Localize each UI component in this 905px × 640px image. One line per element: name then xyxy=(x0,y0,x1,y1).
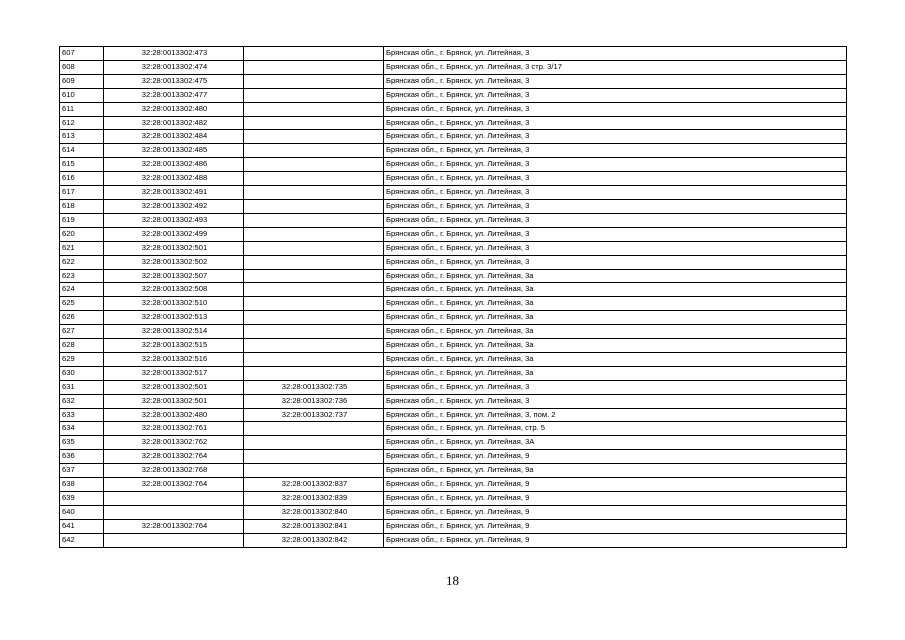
address-cell: Брянская обл., г. Брянск, ул. Литейная, 9 xyxy=(384,492,847,506)
table-row xyxy=(60,186,847,200)
address-cell: Брянская обл., г. Брянск, ул. Литейная, 3 xyxy=(384,88,847,102)
cadastral-number-cell: 32:28:0013302:473 xyxy=(104,47,244,61)
address-cell: Брянская обл., г. Брянск, ул. Литейная, 3 xyxy=(384,74,847,88)
cadastral-number-cell: 32:28:0013302:502 xyxy=(104,255,244,269)
related-cadastral-number-cell: 32:28:0013302:840 xyxy=(244,505,384,519)
related-cadastral-number-cell xyxy=(244,366,384,380)
cadastral-number-cell: 32:28:0013302:480 xyxy=(104,102,244,116)
related-cadastral-number-cell xyxy=(244,283,384,297)
cadastral-number-cell: 32:28:0013302:488 xyxy=(104,172,244,186)
table-row xyxy=(60,519,847,533)
related-cadastral-number-cell xyxy=(244,130,384,144)
row-number-cell: 632 xyxy=(60,394,104,408)
cadastral-number-cell: 32:28:0013302:485 xyxy=(104,144,244,158)
related-cadastral-number-cell xyxy=(244,325,384,339)
cadastral-number-cell: 32:28:0013302:482 xyxy=(104,116,244,130)
table-row xyxy=(60,436,847,450)
row-number-cell: 633 xyxy=(60,408,104,422)
related-cadastral-number-cell xyxy=(244,199,384,213)
cadastral-number-cell: 32:28:0013302:480 xyxy=(104,408,244,422)
table-row xyxy=(60,255,847,269)
related-cadastral-number-cell xyxy=(244,60,384,74)
table-row xyxy=(60,74,847,88)
address-cell: Брянская обл., г. Брянск, ул. Литейная, 3, пом. 2 xyxy=(384,408,847,422)
related-cadastral-number-cell: 32:28:0013302:839 xyxy=(244,492,384,506)
table-row xyxy=(60,408,847,422)
related-cadastral-number-cell: 32:28:0013302:837 xyxy=(244,478,384,492)
related-cadastral-number-cell xyxy=(244,158,384,172)
address-cell: Брянская обл., г. Брянск, ул. Литейная, 3 xyxy=(384,241,847,255)
cadastral-number-cell: 32:28:0013302:516 xyxy=(104,352,244,366)
related-cadastral-number-cell xyxy=(244,352,384,366)
row-number-cell: 635 xyxy=(60,436,104,450)
address-cell: Брянская обл., г. Брянск, ул. Литейная, 3 xyxy=(384,227,847,241)
table-row xyxy=(60,88,847,102)
related-cadastral-number-cell xyxy=(244,172,384,186)
address-cell: Брянская обл., г. Брянск, ул. Литейная, 3 xyxy=(384,213,847,227)
cadastral-number-cell: 32:28:0013302:513 xyxy=(104,311,244,325)
row-number-cell: 613 xyxy=(60,130,104,144)
page-number: 18 xyxy=(446,573,459,588)
cadastral-number-cell: 32:28:0013302:492 xyxy=(104,199,244,213)
table-row xyxy=(60,116,847,130)
related-cadastral-number-cell xyxy=(244,464,384,478)
cadastral-number-cell: 32:28:0013302:768 xyxy=(104,464,244,478)
related-cadastral-number-cell xyxy=(244,436,384,450)
row-number-cell: 608 xyxy=(60,60,104,74)
cadastral-number-cell: 32:28:0013302:491 xyxy=(104,186,244,200)
related-cadastral-number-cell: 32:28:0013302:736 xyxy=(244,394,384,408)
row-number-cell: 642 xyxy=(60,533,104,547)
row-number-cell: 621 xyxy=(60,241,104,255)
related-cadastral-number-cell xyxy=(244,339,384,353)
cadastral-number-cell: 32:28:0013302:477 xyxy=(104,88,244,102)
address-cell: Брянская обл., г. Брянск, ул. Литейная, 3а xyxy=(384,297,847,311)
table-row xyxy=(60,47,847,61)
address-cell: Брянская обл., г. Брянск, ул. Литейная, 3а xyxy=(384,366,847,380)
table-row xyxy=(60,464,847,478)
address-cell: Брянская обл., г. Брянск, ул. Литейная, 9 xyxy=(384,450,847,464)
address-cell: Брянская обл., г. Брянск, ул. Литейная, 3 xyxy=(384,199,847,213)
row-number-cell: 641 xyxy=(60,519,104,533)
cadastral-number-cell xyxy=(104,492,244,506)
related-cadastral-number-cell xyxy=(244,116,384,130)
table-row xyxy=(60,158,847,172)
cadastral-number-cell: 32:28:0013302:514 xyxy=(104,325,244,339)
address-cell: Брянская обл., г. Брянск, ул. Литейная, 3а xyxy=(384,311,847,325)
related-cadastral-number-cell xyxy=(244,74,384,88)
address-cell: Брянская обл., г. Брянск, ул. Литейная, 3 стр. 3/17 xyxy=(384,60,847,74)
row-number-cell: 614 xyxy=(60,144,104,158)
cadastral-number-cell: 32:28:0013302:507 xyxy=(104,269,244,283)
table-row xyxy=(60,297,847,311)
address-cell: Брянская обл., г. Брянск, ул. Литейная, 3 xyxy=(384,102,847,116)
address-cell: Брянская обл., г. Брянск, ул. Литейная, 9 xyxy=(384,519,847,533)
related-cadastral-number-cell xyxy=(244,297,384,311)
row-number-cell: 609 xyxy=(60,74,104,88)
related-cadastral-number-cell xyxy=(244,186,384,200)
cadastral-number-cell: 32:28:0013302:517 xyxy=(104,366,244,380)
table-row xyxy=(60,102,847,116)
related-cadastral-number-cell xyxy=(244,450,384,464)
cadastral-number-cell: 32:28:0013302:484 xyxy=(104,130,244,144)
related-cadastral-number-cell xyxy=(244,241,384,255)
table-row xyxy=(60,325,847,339)
table-row xyxy=(60,366,847,380)
cadastral-number-cell xyxy=(104,505,244,519)
address-cell: Брянская обл., г. Брянск, ул. Литейная, 3 xyxy=(384,144,847,158)
cadastral-number-cell: 32:28:0013302:761 xyxy=(104,422,244,436)
row-number-cell: 638 xyxy=(60,478,104,492)
row-number-cell: 607 xyxy=(60,47,104,61)
related-cadastral-number-cell xyxy=(244,227,384,241)
address-cell: Брянская обл., г. Брянск, ул. Литейная, 9а xyxy=(384,464,847,478)
row-number-cell: 637 xyxy=(60,464,104,478)
table-row xyxy=(60,380,847,394)
row-number-cell: 617 xyxy=(60,186,104,200)
table-row xyxy=(60,352,847,366)
address-cell: Брянская обл., г. Брянск, ул. Литейная, 3а xyxy=(384,283,847,297)
row-number-cell: 618 xyxy=(60,199,104,213)
cadastral-number-cell: 32:28:0013302:486 xyxy=(104,158,244,172)
related-cadastral-number-cell xyxy=(244,88,384,102)
table-row xyxy=(60,172,847,186)
table-row xyxy=(60,450,847,464)
row-number-cell: 634 xyxy=(60,422,104,436)
table-row xyxy=(60,394,847,408)
table-row xyxy=(60,505,847,519)
row-number-cell: 611 xyxy=(60,102,104,116)
table-row xyxy=(60,311,847,325)
cadastral-number-cell: 32:28:0013302:764 xyxy=(104,450,244,464)
address-cell: Брянская обл., г. Брянск, ул. Литейная, 3а xyxy=(384,269,847,283)
cadastral-number-cell: 32:28:0013302:499 xyxy=(104,227,244,241)
row-number-cell: 625 xyxy=(60,297,104,311)
row-number-cell: 612 xyxy=(60,116,104,130)
related-cadastral-number-cell: 32:28:0013302:842 xyxy=(244,533,384,547)
address-cell: Брянская обл., г. Брянск, ул. Литейная, 3 xyxy=(384,158,847,172)
row-number-cell: 627 xyxy=(60,325,104,339)
registry-table-body xyxy=(60,47,847,548)
related-cadastral-number-cell: 32:28:0013302:735 xyxy=(244,380,384,394)
row-number-cell: 629 xyxy=(60,352,104,366)
table-row xyxy=(60,339,847,353)
related-cadastral-number-cell xyxy=(244,213,384,227)
related-cadastral-number-cell xyxy=(244,311,384,325)
cadastral-number-cell: 32:28:0013302:764 xyxy=(104,519,244,533)
row-number-cell: 615 xyxy=(60,158,104,172)
related-cadastral-number-cell xyxy=(244,102,384,116)
address-cell: Брянская обл., г. Брянск, ул. Литейная, 3 xyxy=(384,255,847,269)
cadastral-number-cell: 32:28:0013302:762 xyxy=(104,436,244,450)
row-number-cell: 640 xyxy=(60,505,104,519)
table-row xyxy=(60,283,847,297)
table-row xyxy=(60,213,847,227)
cadastral-number-cell xyxy=(104,533,244,547)
row-number-cell: 631 xyxy=(60,380,104,394)
address-cell: Брянская обл., г. Брянск, ул. Литейная, 3а xyxy=(384,352,847,366)
related-cadastral-number-cell xyxy=(244,144,384,158)
address-cell: Брянская обл., г. Брянск, ул. Литейная, 3 xyxy=(384,380,847,394)
table-row xyxy=(60,227,847,241)
table-row xyxy=(60,241,847,255)
address-cell: Брянская обл., г. Брянск, ул. Литейная, 3 xyxy=(384,394,847,408)
cadastral-number-cell: 32:28:0013302:508 xyxy=(104,283,244,297)
row-number-cell: 624 xyxy=(60,283,104,297)
address-cell: Брянская обл., г. Брянск, ул. Литейная, 3а xyxy=(384,325,847,339)
related-cadastral-number-cell xyxy=(244,47,384,61)
cadastral-number-cell: 32:28:0013302:764 xyxy=(104,478,244,492)
address-cell: Брянская обл., г. Брянск, ул. Литейная, 9 xyxy=(384,505,847,519)
table-row xyxy=(60,130,847,144)
address-cell: Брянская обл., г. Брянск, ул. Литейная, 3 xyxy=(384,172,847,186)
address-cell: Брянская обл., г. Брянск, ул. Литейная, 9 xyxy=(384,533,847,547)
cadastral-number-cell: 32:28:0013302:510 xyxy=(104,297,244,311)
address-cell: Брянская обл., г. Брянск, ул. Литейная, 3 xyxy=(384,47,847,61)
table-row xyxy=(60,478,847,492)
row-number-cell: 630 xyxy=(60,366,104,380)
address-cell: Брянская обл., г. Брянск, ул. Литейная, 3 xyxy=(384,130,847,144)
registry-table xyxy=(59,46,847,548)
cadastral-number-cell: 32:28:0013302:474 xyxy=(104,60,244,74)
row-number-cell: 628 xyxy=(60,339,104,353)
related-cadastral-number-cell: 32:28:0013302:737 xyxy=(244,408,384,422)
row-number-cell: 626 xyxy=(60,311,104,325)
row-number-cell: 639 xyxy=(60,492,104,506)
row-number-cell: 619 xyxy=(60,213,104,227)
row-number-cell: 636 xyxy=(60,450,104,464)
table-row xyxy=(60,492,847,506)
cadastral-number-cell: 32:28:0013302:475 xyxy=(104,74,244,88)
table-row xyxy=(60,199,847,213)
cadastral-number-cell: 32:28:0013302:501 xyxy=(104,394,244,408)
row-number-cell: 616 xyxy=(60,172,104,186)
address-cell: Брянская обл., г. Брянск, ул. Литейная, стр. 5 xyxy=(384,422,847,436)
cadastral-number-cell: 32:28:0013302:493 xyxy=(104,213,244,227)
related-cadastral-number-cell xyxy=(244,269,384,283)
address-cell: Брянская обл., г. Брянск, ул. Литейная, 9 xyxy=(384,478,847,492)
table-row xyxy=(60,269,847,283)
row-number-cell: 610 xyxy=(60,88,104,102)
address-cell: Брянская обл., г. Брянск, ул. Литейная, 3а xyxy=(384,339,847,353)
row-number-cell: 620 xyxy=(60,227,104,241)
related-cadastral-number-cell xyxy=(244,422,384,436)
address-cell: Брянская обл., г. Брянск, ул. Литейная, 3А xyxy=(384,436,847,450)
cadastral-number-cell: 32:28:0013302:501 xyxy=(104,380,244,394)
row-number-cell: 623 xyxy=(60,269,104,283)
table-row xyxy=(60,422,847,436)
cadastral-number-cell: 32:28:0013302:515 xyxy=(104,339,244,353)
cadastral-number-cell: 32:28:0013302:501 xyxy=(104,241,244,255)
address-cell: Брянская обл., г. Брянск, ул. Литейная, 3 xyxy=(384,116,847,130)
table-row xyxy=(60,144,847,158)
address-cell: Брянская обл., г. Брянск, ул. Литейная, 3 xyxy=(384,186,847,200)
table-row xyxy=(60,60,847,74)
related-cadastral-number-cell xyxy=(244,255,384,269)
related-cadastral-number-cell: 32:28:0013302:841 xyxy=(244,519,384,533)
table-row xyxy=(60,533,847,547)
row-number-cell: 622 xyxy=(60,255,104,269)
